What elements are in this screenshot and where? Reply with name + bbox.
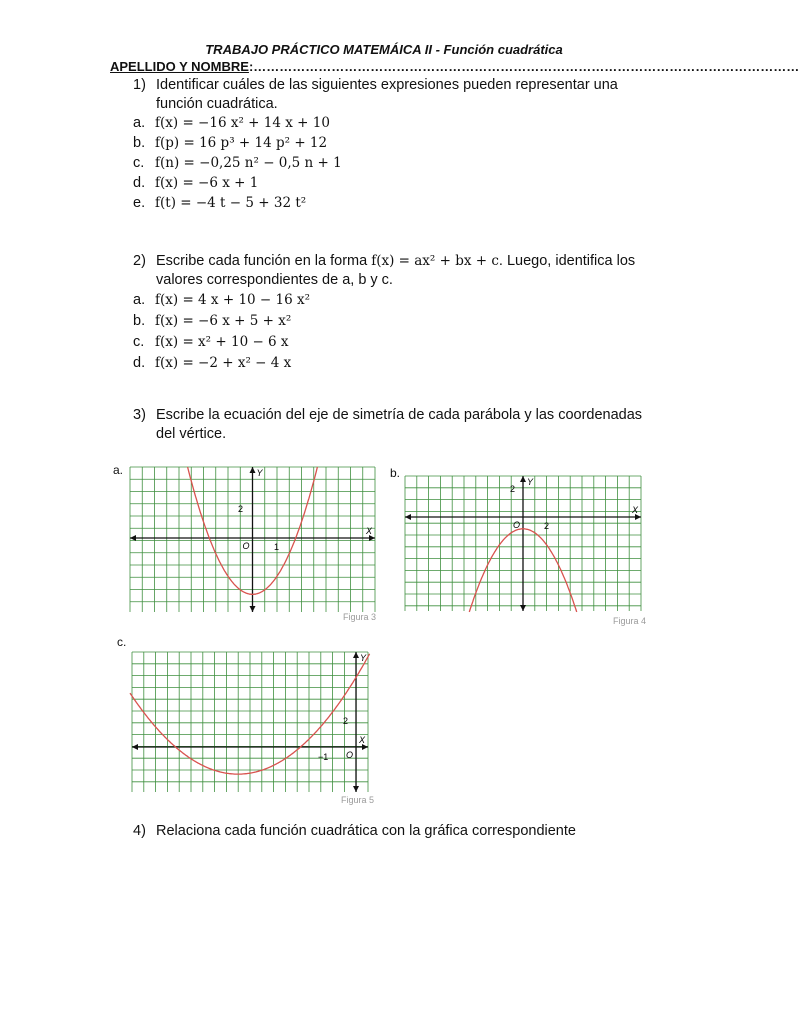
question-text [156, 252, 656, 290]
x-tick-label: −1 [318, 752, 329, 762]
item-letter: d. [133, 175, 146, 191]
origin-label: O [242, 541, 250, 551]
question-4 [133, 822, 673, 842]
y-tick-label: 2 [510, 484, 516, 494]
question-text-before: Escribe cada función en la forma [156, 253, 368, 269]
function-lhs: f(x) [155, 355, 179, 371]
function-expression [155, 332, 289, 352]
x-axis-label: X [359, 735, 366, 745]
parabola-graph-b [405, 476, 641, 611]
y-axis-label: Y [360, 653, 367, 663]
function-lhs: f(x) [155, 175, 179, 191]
figure-a-label: a. [113, 463, 124, 477]
x-axis-arrow [405, 514, 411, 520]
function-rhs: = −2 + x² − 4 x [182, 355, 292, 371]
y-axis-arrow [353, 786, 359, 792]
figure-a-caption: Figura 3 [343, 612, 377, 622]
function-expression [155, 193, 306, 213]
item-letter: c. [133, 155, 145, 171]
parabola-graph-a [130, 467, 375, 612]
function-lhs: f(x) [155, 313, 179, 329]
function-rhs: = −6 x + 1 [182, 175, 259, 191]
question-text: Relaciona cada función cuadrática con la gráfica correspondiente [156, 823, 576, 839]
y-axis-arrow [250, 467, 256, 473]
item-letter: b. [133, 313, 146, 329]
function-rhs: = −6 x + 5 + x² [182, 313, 292, 329]
y-tick-label: 2 [238, 504, 244, 514]
function-rhs: = 4 x + 10 − 16 x² [182, 292, 311, 308]
y-axis-arrow [520, 605, 526, 611]
y-axis-label: Y [527, 477, 534, 487]
function-lhs: f(x) [155, 334, 179, 350]
figure-c-label: c. [117, 635, 127, 649]
function-lhs: f(x) [155, 292, 179, 308]
x-axis-label: X [366, 526, 373, 536]
function-lhs: f(p) [155, 135, 180, 151]
origin-label: O [346, 750, 354, 760]
function-rhs: = −0,25 n² − 0,5 n + 1 [183, 155, 342, 171]
function-expression [155, 311, 291, 331]
origin-label: O [513, 520, 521, 530]
function-lhs: f(n) [155, 155, 180, 171]
y-axis-label: Y [256, 468, 263, 478]
y-axis-arrow [353, 652, 359, 658]
function-rhs: = x² + 10 − 6 x [182, 334, 289, 350]
x-tick-label: 2 [544, 521, 550, 531]
item-letter: c. [133, 334, 145, 350]
item-letter: a. [133, 115, 146, 131]
function-expression [155, 113, 330, 133]
item-letter: d. [133, 355, 146, 371]
figure-b-label: b. [390, 466, 401, 480]
function-rhs: = −4 t − 5 + 32 t² [180, 195, 307, 211]
function-expression [155, 290, 310, 310]
quadratic-general-form: f(x) = ax² + bx + c [371, 253, 499, 269]
function-lhs: f(t) [155, 195, 176, 211]
figure-c-caption: Figura 5 [341, 795, 375, 805]
y-axis-arrow [250, 606, 256, 612]
x-axis-arrow [132, 744, 138, 750]
question-number: 1) [133, 77, 146, 93]
x-tick-label: 1 [274, 542, 280, 552]
question-3 [133, 406, 673, 446]
function-expression [155, 133, 327, 153]
item-letter: a. [133, 292, 146, 308]
function-expression [155, 153, 342, 173]
figure-b-caption: Figura 4 [613, 616, 647, 626]
function-rhs: = 16 p³ + 14 p² + 12 [183, 135, 328, 151]
x-axis-label: X [632, 505, 639, 515]
question-2 [133, 252, 673, 292]
item-letter: e. [133, 195, 146, 211]
question-text-after: . Luego, identifica los valores correspondientes de a, b y c. [156, 253, 636, 288]
question-text: Identificar cuáles de las siguientes expresiones pueden representar una función cuadrática. [156, 77, 618, 112]
name-line [110, 59, 799, 74]
item-letter: b. [133, 135, 146, 151]
y-tick-label: 2 [343, 716, 349, 726]
parabola-graph-c [132, 652, 368, 792]
function-expression [155, 353, 291, 373]
function-expression [155, 173, 258, 193]
question-number: 3) [133, 407, 146, 423]
question-1 [133, 76, 673, 116]
question-text: Escribe la ecuación del eje de simetría de cada parábola y las coordenadas del vértice. [156, 407, 643, 442]
function-rhs: = −16 x² + 14 x + 10 [182, 115, 330, 131]
question-number: 4) [133, 823, 146, 839]
name-dots: :……………………………………………………………………………………………………………… [248, 59, 799, 74]
x-axis-arrow [130, 535, 136, 541]
worksheet-title: TRABAJO PRÁCTICO MATEMÁICA II - Función cuadrática [205, 42, 563, 57]
question-number: 2) [133, 253, 146, 269]
name-label: APELLIDO Y NOMBRE [110, 59, 249, 74]
function-lhs: f(x) [155, 115, 179, 131]
y-axis-arrow [520, 476, 526, 482]
